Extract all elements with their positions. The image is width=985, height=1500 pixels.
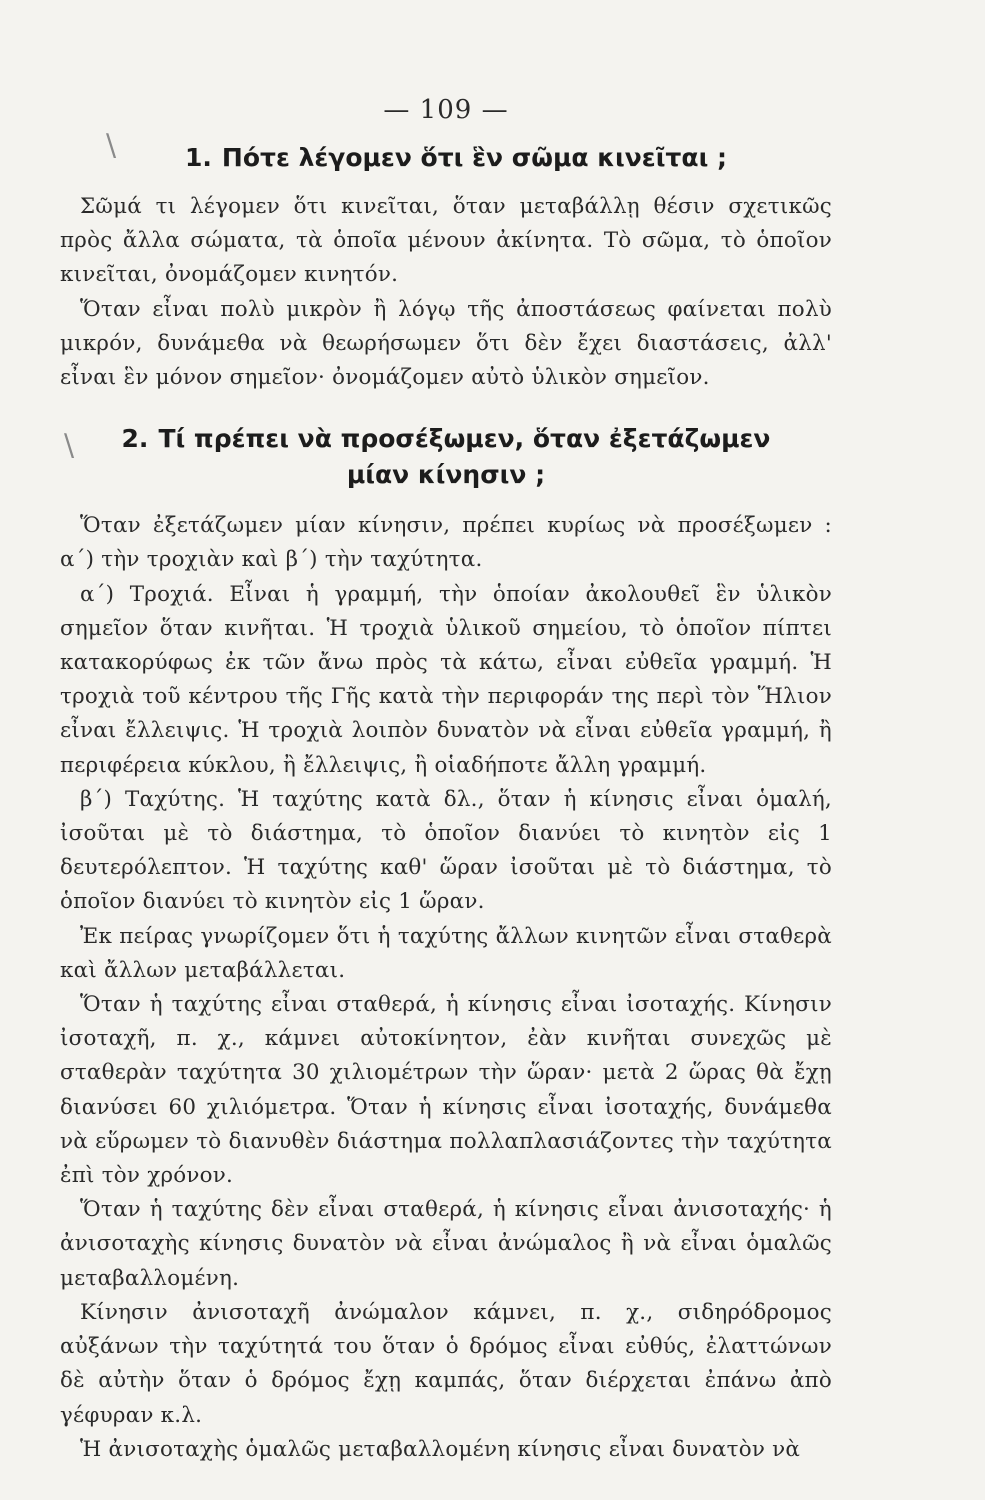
paragraph: Ὅταν ἐξετάζωμεν μίαν κίνησιν, πρέπει κυρίως νὰ προσέξωμεν : α΄) τὴν τροχιὰν καὶ β΄) τὴν ταχύτητα. [60,513,832,573]
paragraph: Ἐκ πείρας γνωρίζομεν ὅτι ἡ ταχύτης ἄλλων κινητῶν εἶναι σταθερὰ καὶ ἄλλων μεταβάλλεται. [60,923,832,983]
paragraph: α΄) Τροχιά. Εἶναι ἡ γραμμή, τὴν ὁποίαν ἀκολουθεῖ ἓν ὑλικὸν σημεῖον ὅταν κινῆται. Ἡ τροχιὰ ὑλικοῦ σημείου, τὸ ὁποῖον πίπτει κατακορύφως ἐκ τῶν ἄνω πρὸς τὰ κάτω, εἶναι εὐθεῖα γραμμή. Ἡ τροχιὰ τοῦ κέντρου τῆς Γῆς κατὰ τὴν περιφοράν της περὶ τὸν Ἥλιον εἶναι ἔλλειψις. Ἡ τροχιὰ λοιπὸν δυνατὸν νὰ εἶναι εὐθεῖα γραμμή, ἢ περιφέρεια κύκλου, ἢ ἔλλειψις, ἢ οἱαδήποτε ἄλλη γραμμή. [60,581,832,778]
paragraph: Σῶμά τι λέγομεν ὅτι κινεῖται, ὅταν μεταβάλλῃ θέσιν σχετικῶς πρὸς ἄλλα σώματα, τὰ ὁποῖα μένουν ἀκίνητα. Τὸ σῶμα, τὸ ὁποῖον κινεῖται, ὀνομάζομεν κινητόν. [60,194,832,288]
paragraph: Κίνησιν ἀνισοταχῆ ἀνώμαλον κάμνει, π. χ., σιδηρόδρομος αὐξάνων τὴν ταχύτητά του ὅταν ὁ δρόμος εἶναι εὐθύς, ἐλαττώνων δὲ αὐτὴν ὅταν ὁ δρόμος ἔχῃ καμπάς, ὅταν διέρχεται ἐπάνω ἀπὸ γέφυραν κ.λ. [60,1299,832,1428]
section-2 [60,421,832,1467]
paragraph: Ὅταν ἡ ταχύτης δὲν εἶναι σταθερά, ἡ κίνησις εἶναι ἀνισοταχής· ἡ ἀνισοταχὴς κίνησις δυνατὸν νὰ εἶναι ἀνώμαλος ἢ νὰ εἶναι ὁμαλῶς μεταβαλλομένη. [60,1197,832,1291]
section-1-heading [60,140,832,176]
paragraph: Ἡ ἀνισοταχὴς ὁμαλῶς μεταβαλλομένη κίνησις εἶναι δυνατὸν νὰ [80,1436,801,1462]
book-page [60,82,832,1492]
section-title: Τί πρέπει νὰ προσέξωμεν, ὅταν ἐξετάζωμεν μίαν κίνησιν ; [158,424,771,490]
margin-check-mark: \ [106,128,117,163]
paragraph: Ὅταν εἶναι πολὺ μικρὸν ἢ λόγῳ τῆς ἀποστάσεως φαίνεται πολὺ μικρόν, δυνάμεθα νὰ θεωρήσωμεν ὅτι δὲν ἔχει διαστάσεις, ἀλλ' εἶναι ἓν μόνον σημεῖον· ὀνομάζομεν αὐτὸ ὑλικὸν σημεῖον. [60,296,832,391]
margin-check-mark: \ [64,428,75,463]
paragraph: Ὅταν ἡ ταχύτης εἶναι σταθερά, ἡ κίνησις εἶναι ἰσοταχής. Κίνησιν ἰσοταχῆ, π. χ., κάμνει αὐτοκίνητον, ἐὰν κινῆται συνεχῶς μὲ σταθερὰν ταχύτητα 30 χιλιομέτρων τὴν ὥραν· μετὰ 2 ὥρας θὰ ἔχῃ διανύσει 60 χιλιόμετρα. Ὅταν ἡ κίνησις εἶναι ἰσοταχής, δυνάμεθα νὰ εὕρωμεν τὸ διανυθὲν διάστημα πολλαπλασιάζοντες τὴν ταχύτητα ἐπὶ τὸν χρόνον. [60,992,832,1189]
page-number: — 109 — [383,95,509,125]
section-title: Πότε λέγομεν ὅτι ἓν σῶμα κινεῖται ; [221,143,728,172]
section-number: 1. [184,143,212,172]
paragraph: β΄) Ταχύτης. Ἡ ταχύτης κατὰ δλ., ὅταν ἡ κίνησις εἶναι ὁμαλή, ἰσοῦται μὲ τὸ διάστημα, τὸ ὁποῖον διανύει τὸ κινητὸν εἰς 1 δευτερόλεπτον. Ἡ ταχύτης καθ' ὥραν ἰσοῦται μὲ τὸ διάστημα, τὸ ὁποῖον διανύει τὸ κινητὸν εἰς 1 ὥραν. [60,786,832,915]
section-2-heading [60,421,832,493]
section-number: 2. [121,424,149,454]
section-1 [60,140,832,395]
